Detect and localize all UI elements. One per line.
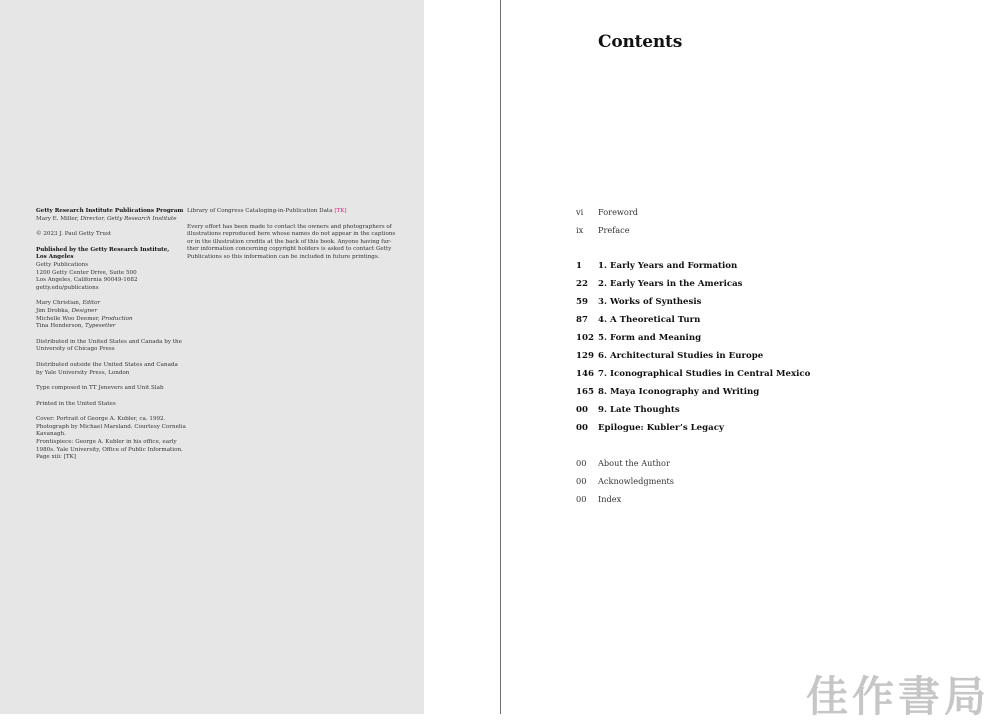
- toc-label: 9. Late Thoughts: [598, 405, 680, 415]
- cover-credits-block: Cover: Portrait of George A. Kubler, ca. 1992. Photograph by Michael Marsland. Courtesy Cornelia Kavanagh. Frontispiece: George A. Kubler in his office, early 1980s. Yale University, Office of Public Information. Page xiii: [TK]: [36, 416, 186, 461]
- toc-page-number: 00: [576, 405, 588, 415]
- toc-entry-chapter-7[interactable]: [576, 369, 810, 383]
- page-spine-line: [500, 0, 501, 714]
- toc-entry-chapter-8[interactable]: [576, 387, 759, 401]
- credits-block: Mary Christian, Editor Jim Drobka, Designer Michelle Woo Deemer, Production Tina Henderson, Typesetter: [36, 300, 133, 330]
- toc-entry-chapter-3[interactable]: [576, 297, 701, 311]
- toc-label: 2. Early Years in the Americas: [598, 279, 743, 289]
- toc-entry-chapter-5[interactable]: [576, 333, 701, 347]
- director-line: Mary E. Miller, Director, Getty Research Institute: [36, 215, 177, 222]
- toc-entry-index[interactable]: [576, 494, 621, 508]
- printed-line: Printed in the United States: [36, 400, 116, 407]
- toc-entry-chapter-4[interactable]: [576, 315, 700, 329]
- toc-page-number: 00: [576, 476, 587, 486]
- type-line: Type composed in TT Jenevers and Unit Slab: [36, 385, 164, 392]
- contents-title: Contents: [598, 32, 683, 52]
- toc-page-number: 165: [576, 387, 594, 397]
- cip-line: Library of Congress Cataloging-in-Publication Data [TK]: [187, 208, 347, 214]
- toc-label: 6. Architectural Studies in Europe: [598, 351, 764, 361]
- toc-page-number: 00: [576, 458, 587, 468]
- toc-label: Index: [598, 494, 622, 504]
- toc-entry-preface[interactable]: [576, 225, 630, 239]
- toc-label: 1. Early Years and Formation: [598, 261, 738, 271]
- toc-entry-chapter-6[interactable]: [576, 351, 763, 365]
- toc-page-number: 146: [576, 369, 594, 379]
- watermark: 佳作書局: [806, 672, 991, 721]
- colophon-column-left: [36, 208, 186, 470]
- toc-entry-about-author[interactable]: [576, 458, 670, 472]
- toc-label: Foreword: [598, 207, 639, 217]
- toc-label: 7. Iconographical Studies in Central Mexico: [598, 369, 811, 379]
- toc-label: Acknowledgments: [598, 476, 674, 486]
- toc-page-number: 00: [576, 423, 588, 433]
- colophon-column-right: [187, 208, 396, 270]
- toc-entry-foreword[interactable]: [576, 207, 638, 221]
- toc-label: 8. Maya Iconography and Writing: [598, 387, 760, 397]
- toc-label: Epilogue: Kubler’s Legacy: [598, 423, 724, 433]
- toc-entry-epilogue[interactable]: [576, 423, 724, 437]
- program-title: Getty Research Institute Publications Program: [36, 208, 184, 214]
- toc-label: 4. A Theoretical Turn: [598, 315, 701, 325]
- publisher-block: Published by the Getty Research Institute, Los Angeles Getty Publications 1200 Getty Center Drive, Suite 500 Los Angeles, California 90049-1682 getty.edu/publications: [36, 246, 170, 291]
- toc-page-number: 87: [576, 315, 588, 325]
- toc-label: Preface: [598, 225, 630, 235]
- toc-entry-acknowledgments[interactable]: [576, 476, 674, 490]
- toc-page-number: ix: [576, 225, 584, 235]
- distribution-us-block: Distributed in the United States and Canada by the University of Chicago Press: [36, 338, 182, 353]
- copyright-line: © 2023 J. Paul Getty Trust: [36, 231, 112, 238]
- distribution-outside-block: Distributed outside the United States and Canada by Yale University Press, London: [36, 361, 178, 376]
- copyright-notice-block: Every effort has been made to contact the owners and photographers of illustrations reproduced here whose names do not appear in the captions or in the illustration credits at the back of this book. Anyone having fur- ther information concerning copyright holders is asked to contact Getty Publications so this information can be included in future printings.: [187, 223, 396, 260]
- toc-page-number: vi: [576, 207, 584, 217]
- toc-entry-chapter-1[interactable]: [576, 261, 737, 275]
- toc-label: 3. Works of Synthesis: [598, 297, 702, 307]
- toc-page-number: 22: [576, 279, 588, 289]
- toc-page-number: 1: [576, 261, 582, 271]
- publications-program-block: [36, 208, 182, 223]
- toc-entry-chapter-2[interactable]: [576, 279, 742, 293]
- toc-page-number: 129: [576, 351, 594, 361]
- toc-page-number: 102: [576, 333, 594, 343]
- toc-page-number: 00: [576, 494, 587, 504]
- toc-page-number: 59: [576, 297, 588, 307]
- toc-entry-chapter-9[interactable]: [576, 405, 680, 419]
- toc-label: 5. Form and Meaning: [598, 333, 702, 343]
- toc-label: About the Author: [598, 458, 670, 468]
